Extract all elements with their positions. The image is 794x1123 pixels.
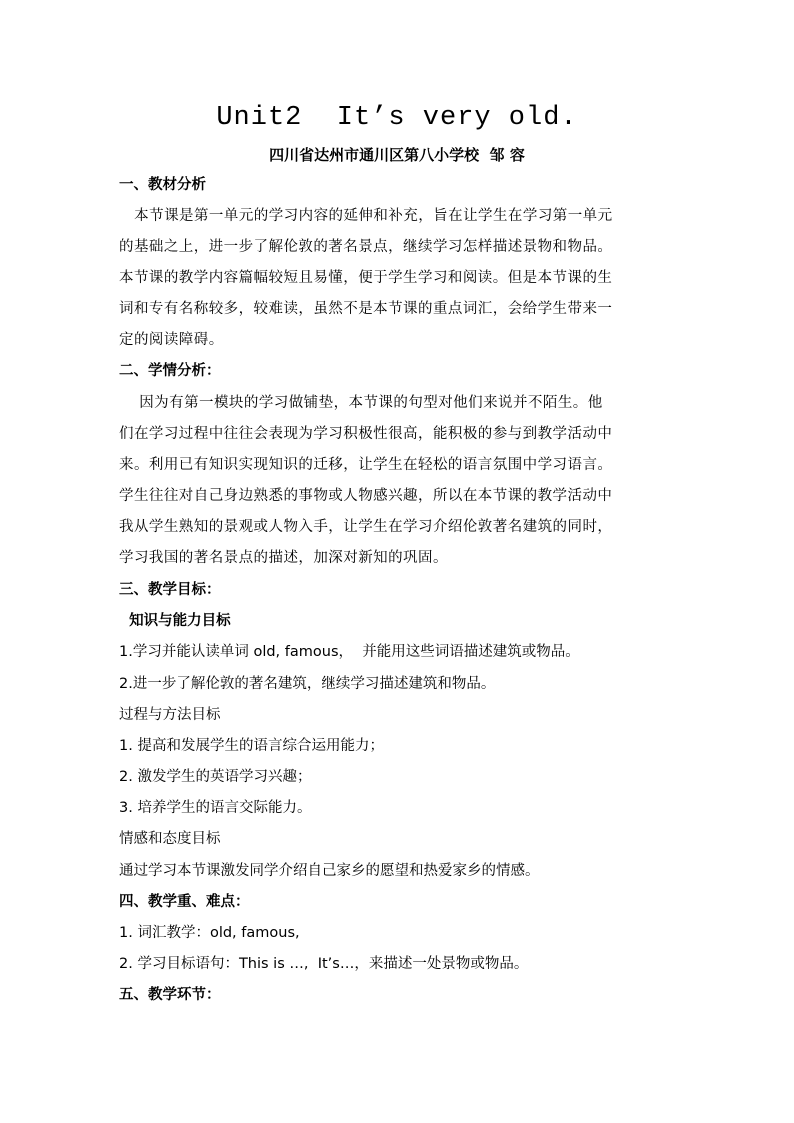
paragraph-line: 我从学生熟知的景观或人物入手，让学生在学习介绍伦敦著名建筑的同时， bbox=[119, 519, 613, 535]
list-item: 2.进一步了解伦敦的著名建筑，继续学习描述建筑和物品。 bbox=[119, 676, 496, 692]
paragraph-line: 们在学习过程中往往会表现为学习积极性很高，能积极的参与到教学活动中 bbox=[119, 426, 613, 442]
paragraph-line: 本节课是第一单元的学习内容的延伸和补充，旨在让学生在学习第一单元 bbox=[119, 208, 613, 224]
subsection-heading: 知识与能力目标 bbox=[119, 613, 231, 629]
paragraph-line: 来。利用已有知识实现知识的迁移，让学生在轻松的语言氛围中学习语言。 bbox=[119, 457, 613, 473]
subsection-heading: 情感和态度目标 bbox=[119, 831, 221, 847]
paragraph-line: 学习我国的著名景点的描述，加深对新知的巩固。 bbox=[119, 550, 448, 566]
paragraph-line: 定的阅读障碍。 bbox=[119, 332, 224, 348]
list-item: 2. 学习目标语句：This is …, It’s…，来描述一处景物或物品。 bbox=[119, 956, 529, 972]
list-item: 2. 激发学生的英语学习兴趣； bbox=[119, 769, 312, 785]
document-title: Unit2 It’s very old. bbox=[216, 103, 578, 133]
paragraph-line: 本节课的教学内容篇幅较短且易懂，便于学生学习和阅读。但是本节课的生 bbox=[119, 270, 613, 286]
list-item: 3. 培养学生的语言交际能力。 bbox=[119, 800, 312, 816]
list-item: 1. 提高和发展学生的语言综合运用能力； bbox=[119, 738, 384, 754]
paragraph-line: 词和专有名称较多，较难读，虽然不是本节课的重点词汇，会给学生带来一 bbox=[119, 301, 613, 317]
section-heading: 二、学情分析： bbox=[119, 363, 221, 379]
paragraph-line: 的基础之上，进一步了解伦敦的著名景点，继续学习怎样描述景物和物品。 bbox=[119, 239, 613, 255]
section-heading: 五、教学环节： bbox=[119, 987, 221, 1003]
paragraph-line: 因为有第一模块的学习做铺垫，本节课的句型对他们来说并不陌生。他 bbox=[119, 395, 603, 411]
author-line: 四川省达州市通川区第八小学校 邹 容 bbox=[269, 146, 525, 164]
section-heading: 四、教学重、难点： bbox=[119, 894, 250, 910]
subsection-heading: 过程与方法目标 bbox=[119, 707, 221, 723]
list-item: 1. 词汇教学：old, famous, bbox=[119, 925, 300, 941]
list-item: 通过学习本节课激发同学介绍自己家乡的愿望和热爱家乡的情感。 bbox=[119, 863, 540, 879]
section-heading: 三、教学目标： bbox=[119, 582, 221, 598]
list-item: 1.学习并能认读单词 old, famous， 并能用这些词语描述建筑或物品。 bbox=[119, 644, 580, 660]
paragraph-line: 学生往往对自己身边熟悉的事物或人物感兴趣，所以在本节课的教学活动中 bbox=[119, 488, 613, 504]
section-heading: 一、教材分析 bbox=[119, 177, 206, 193]
